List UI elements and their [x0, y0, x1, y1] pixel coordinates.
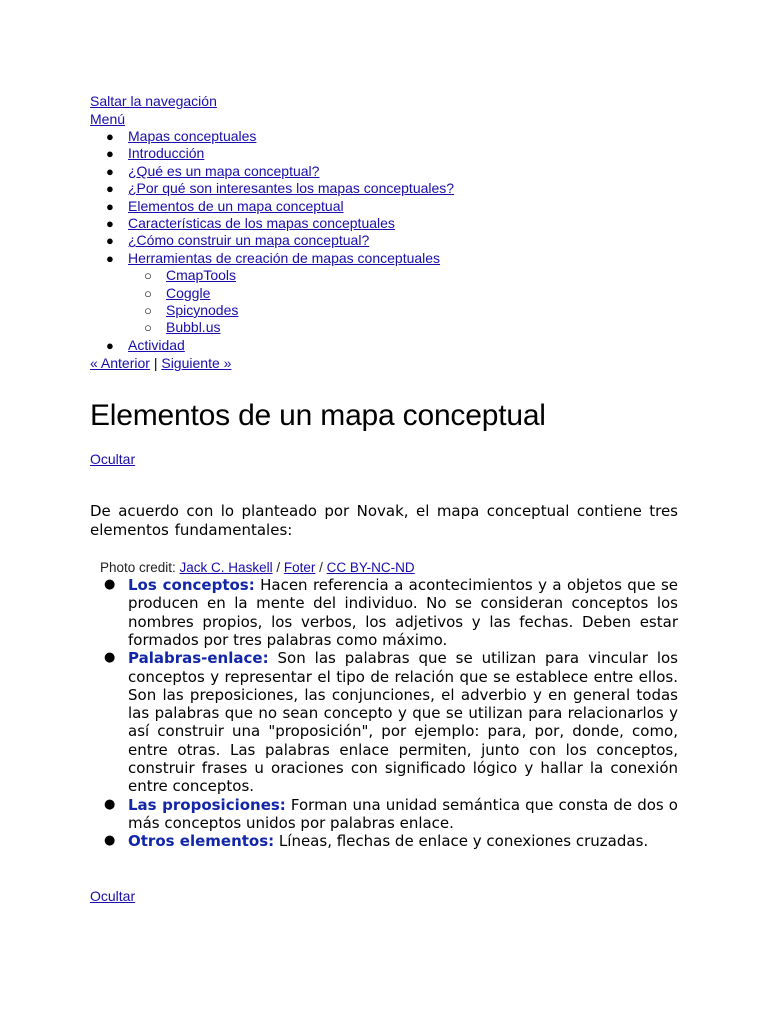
bullet-icon: ●: [104, 796, 116, 812]
menu-link-que-es[interactable]: ¿Qué es un mapa conceptual?: [128, 162, 320, 179]
menu-link-mapas[interactable]: Mapas conceptuales: [128, 128, 257, 144]
menu-item-elementos: [106, 197, 678, 215]
submenu-item-spicynodes: [144, 301, 678, 319]
site-menu: [90, 128, 678, 267]
circle-bullet-icon: ○: [144, 302, 152, 318]
element-item-proposiciones: [104, 795, 678, 833]
element-term: Otros elementos:: [128, 832, 275, 851]
element-item-palabras-enlace: [104, 649, 678, 796]
bullet-icon: ●: [106, 233, 114, 249]
skip-navigation-link[interactable]: Saltar la navegación: [90, 93, 217, 109]
elements-list: [90, 576, 678, 850]
bullet-icon: ●: [106, 215, 114, 231]
pager-separator: |: [153, 355, 158, 372]
element-item-conceptos: [104, 576, 679, 649]
submenu-link-cmaptools[interactable]: CmapTools: [166, 267, 237, 284]
pagination: [90, 354, 678, 372]
element-term: Palabras-enlace:: [128, 649, 269, 668]
previous-link[interactable]: « Anterior: [90, 355, 150, 372]
hide-row-bottom: [90, 887, 678, 905]
submenu-link-coggle[interactable]: Coggle: [166, 284, 211, 301]
skip-navigation-row: [90, 93, 678, 111]
bullet-icon: ●: [104, 577, 116, 593]
circle-bullet-icon: ○: [144, 285, 152, 301]
page-content: [90, 93, 678, 905]
menu-link-caracteristicas[interactable]: Características de los mapas conceptuales: [128, 214, 395, 231]
bullet-icon: ●: [106, 198, 114, 214]
bullet-icon: ●: [104, 650, 116, 666]
bullet-icon: ●: [106, 181, 114, 197]
photo-credit-prefix: Photo credit:: [100, 560, 180, 576]
menu-link[interactable]: Menú: [90, 110, 126, 127]
bullet-icon: ●: [106, 250, 114, 266]
menu-row: [90, 111, 678, 129]
bullet-icon: ●: [106, 129, 114, 144]
photo-credit-author-link[interactable]: Jack C. Haskell: [179, 560, 273, 576]
menu-link-como-construir[interactable]: ¿Cómo construir un mapa conceptual?: [128, 232, 370, 249]
photo-credit-source-link[interactable]: Foter: [283, 560, 316, 576]
submenu-item-bubblus: [144, 319, 678, 336]
menu-item-como-construir: [106, 232, 678, 249]
bullet-icon: ●: [106, 146, 114, 162]
bullet-icon: ●: [106, 163, 114, 179]
next-link[interactable]: Siguiente »: [161, 355, 232, 372]
menu-link-elementos[interactable]: Elementos de un mapa conceptual: [128, 197, 344, 214]
intro-paragraph: De acuerdo con lo planteado por Novak, el mapa conceptual contiene tres elementos fundamentales:: [90, 502, 678, 540]
menu-item-caracteristicas: [106, 214, 678, 232]
menu-item-que-es: [106, 162, 678, 180]
menu-link-herramientas[interactable]: Herramientas de creación de mapas conceptuales: [128, 249, 441, 266]
menu-item-herramientas: [106, 249, 678, 267]
element-item-otros: [104, 832, 678, 851]
circle-bullet-icon: ○: [144, 268, 152, 284]
element-term: Las proposiciones:: [128, 795, 286, 814]
bullet-icon: ●: [104, 833, 116, 849]
element-description: Líneas, flechas de enlace y conexiones cruzadas.: [274, 832, 649, 851]
element-description: Son las palabras que se utilizan para vincular los conceptos y representar el tipo de relación que se establece entre ellos. Son las preposiciones, las conjunciones, el adverbio y en general todas las palabras que no sean concepto y que se utilizan para relacionarlos y así construir una "proposición", por ejemplo: para, por, donde, como, entre otras. Las palabras enlace permiten, junto con los conceptos, construir frases u oraciones con significado lógico y hallar la conexión entre conceptos.: [128, 649, 678, 796]
hide-link-bottom[interactable]: Ocultar: [90, 887, 136, 904]
menu-item-por-que: [106, 180, 678, 197]
menu-item-mapas: [106, 128, 678, 145]
element-term: Los conceptos:: [128, 576, 255, 595]
element-description: Hacen referencia a acontecimientos y a objetos que se producen en la mente del individuo. No se consideran conceptos los nombres propios, los verbos, los adjetivos y las fechas. Deben estar formados por tres palabras como máximo.: [128, 576, 679, 649]
hide-link-top[interactable]: Ocultar: [90, 451, 136, 468]
page-title: Elementos de un mapa conceptual: [90, 399, 546, 433]
menu-link-por-que[interactable]: ¿Por qué son interesantes los mapas conceptuales?: [128, 180, 455, 197]
tools-submenu: [90, 267, 678, 337]
submenu-link-bubblus[interactable]: Bubbl.us: [166, 319, 221, 336]
bullet-icon: ●: [106, 337, 114, 353]
photo-credit: [90, 559, 678, 576]
menu-link-actividad[interactable]: Actividad: [128, 336, 185, 353]
hide-row-top: [90, 450, 678, 468]
photo-credit-separator: /: [315, 560, 327, 576]
menu-link-introduccion[interactable]: Introducción: [128, 145, 205, 162]
circle-bullet-icon: ○: [144, 320, 152, 336]
element-description: Forman una unidad semántica que consta de dos o más conceptos unidos por palabras enlace.: [128, 795, 678, 832]
submenu-link-spicynodes[interactable]: Spicynodes: [166, 301, 239, 318]
menu-item-actividad: [106, 336, 678, 354]
submenu-item-cmaptools: [144, 267, 678, 284]
site-menu-tail: [90, 337, 678, 354]
photo-credit-license-link[interactable]: CC BY-NC-ND: [326, 560, 415, 576]
photo-credit-separator: /: [272, 560, 284, 576]
submenu-item-coggle: [144, 284, 678, 302]
menu-item-introduccion: [106, 145, 678, 162]
